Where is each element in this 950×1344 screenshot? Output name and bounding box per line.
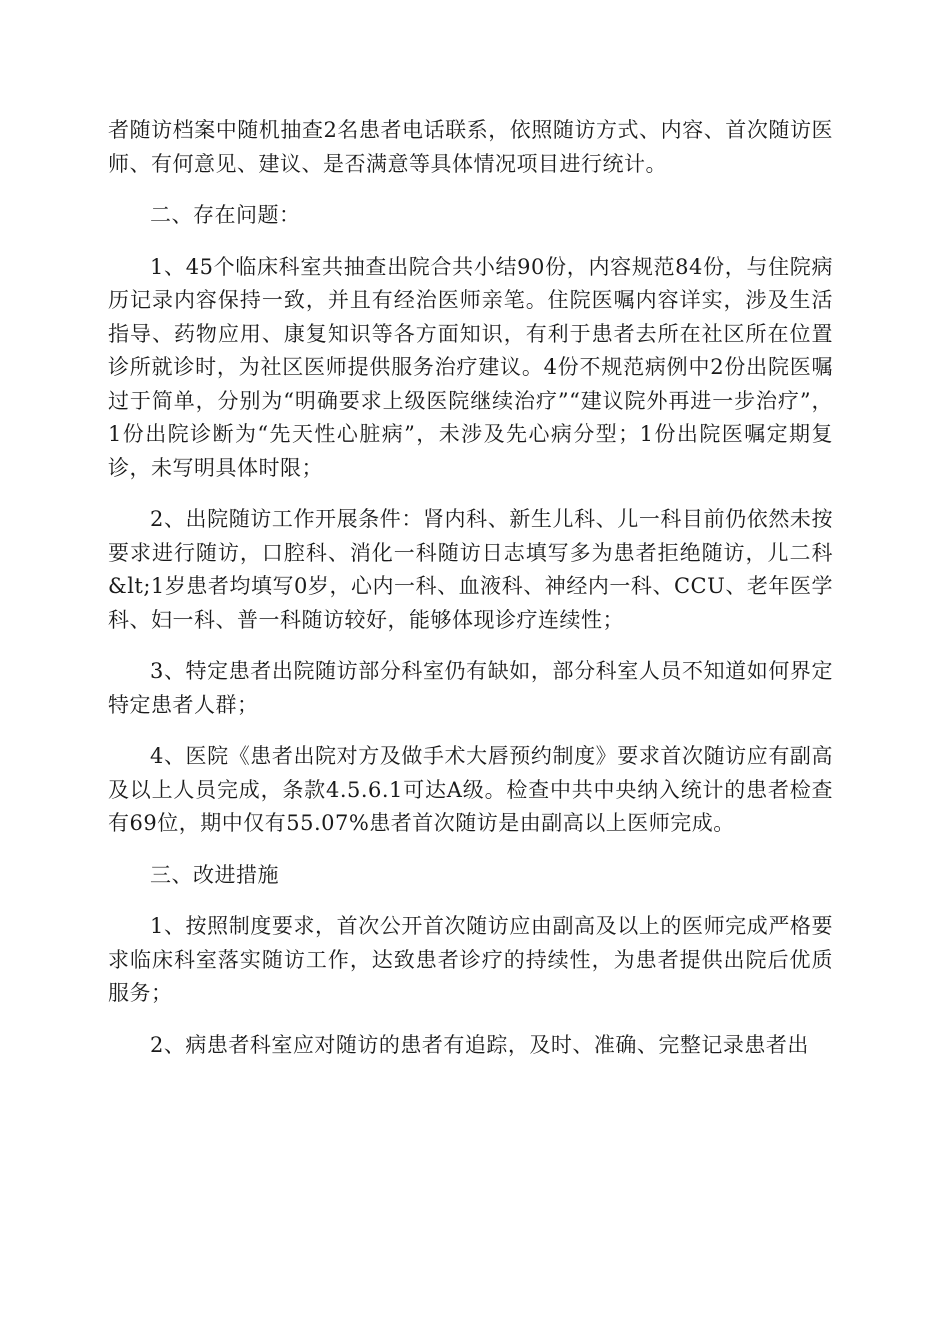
paragraph-problem-3: 3、特定患者出院随访部分科室仍有缺如，部分科室人员不知道如何界定特定患者人群； [108, 659, 833, 717]
section-heading-problems: 二、存在问题： [150, 203, 301, 227]
document-body [108, 114, 833, 1080]
paragraph-continuation: 者随访档案中随机抽查2名患者电话联系，依照随访方式、内容、首次随访医师、有何意见、建议、是否满意等具体情况项目进行统计。 [108, 118, 833, 176]
paragraph-problem-1: 1、45个临床科室共抽查出院合共小结90份，内容规范84份，与住院病历记录内容保持一致，并且有经治医师亲笔。住院医嘱内容详实，涉及生活指导、药物应用、康复知识等各方面知识，有利于患者去所在社区所在位置诊所就诊时，为社区医师提供服务治疗建议。4份不规范病例中2份出院医嘱过于简单，分别为“明确要求上级医院继续治疗”“建议院外再进一步治疗”，1份出院诊断为“先天性心脏病”，未涉及先心病分型；1份出院医嘱定期复诊，未写明具体时限； [108, 254, 833, 480]
paragraph-problem-2: 2、出院随访工作开展条件：肾内科、新生儿科、儿一科目前仍依然未按要求进行随访，口腔科、消化一科随访日志填写多为患者拒绝随访，儿二科&lt;1岁患者均填写0岁，心内一科、血液科、神经内一科、CCU、老年医学科、妇一科、普一科随访较好，能够体现诊疗连续性； [108, 507, 833, 632]
section-heading-improvements: 三、改进措施 [150, 862, 279, 887]
paragraph-improvement-1: 1、按照制度要求，首次公开首次随访应由副高及以上的医师完成严格要求临床科室落实随访工作，达致患者诊疗的持续性，为患者提供出院后优质服务； [108, 914, 833, 1005]
paragraph-improvement-2: 2、病患者科室应对随访的患者有追踪，及时、准确、完整记录患者出 [150, 1032, 809, 1057]
paragraph-problem-4: 4、医院《患者出院对方及做手术大唇预约制度》要求首次随访应有副高及以上人员完成，条款4.5.6.1可达A级。检查中共中央纳入统计的患者检查有69位，期中仅有55.07%患者首次随访是由副高以上医师完成。 [108, 744, 833, 835]
